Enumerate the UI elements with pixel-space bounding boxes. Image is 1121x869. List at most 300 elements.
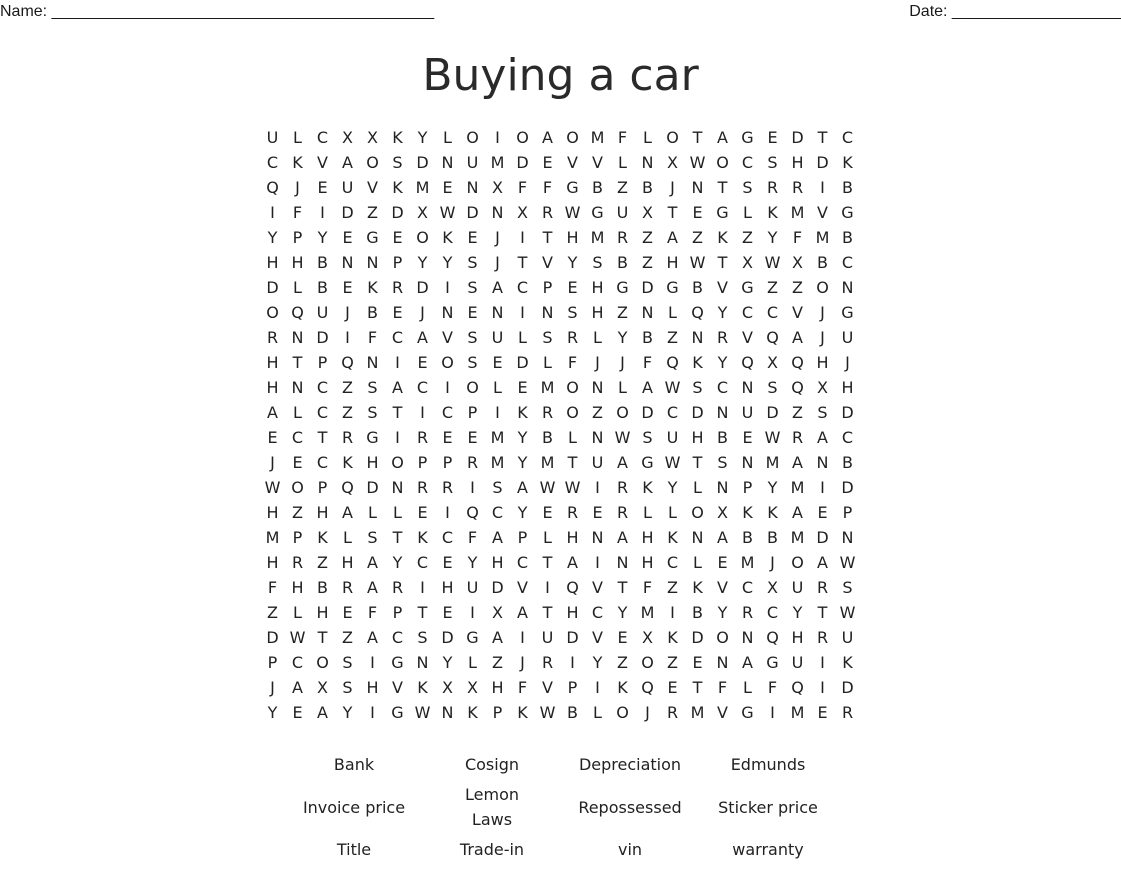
grid-letter: L [543, 353, 552, 372]
grid-letter: G [466, 628, 479, 647]
grid-letter: A [342, 153, 353, 172]
grid-letter: V [742, 328, 753, 347]
grid-letter: T [692, 128, 703, 147]
grid-letter: C [591, 603, 604, 622]
grid-letter: X [717, 503, 728, 522]
grid-letter: L [443, 128, 452, 147]
grid-letter: H [341, 553, 354, 572]
grid-letter: H [366, 678, 379, 697]
grid-letter: L [543, 528, 552, 547]
grid-letter: D [566, 628, 579, 647]
grid-letter: P [467, 403, 478, 422]
grid-letter: R [816, 628, 829, 647]
grid-letter: G [566, 178, 579, 197]
grid-letter: Y [667, 478, 678, 497]
grid-letter: L [593, 328, 602, 347]
grid-letter: Z [617, 303, 628, 322]
grid-letter: N [691, 328, 704, 347]
grid-letter: C [316, 453, 329, 472]
grid-letter: S [467, 278, 478, 297]
grid-letter: E [817, 503, 828, 522]
word-bank-item: warranty [732, 839, 804, 859]
grid-letter: A [517, 478, 528, 497]
grid-letter: B [742, 528, 753, 547]
grid-letter: O [391, 453, 404, 472]
grid-letter: Q [766, 328, 779, 347]
grid-letter: W [764, 428, 781, 447]
grid-letter: C [316, 378, 329, 397]
grid-letter: E [417, 353, 428, 372]
grid-letter: F [517, 678, 528, 697]
grid-letter: M [790, 478, 805, 497]
grid-letter: A [817, 553, 828, 572]
grid-letter: R [716, 328, 729, 347]
grid-letter: O [566, 403, 579, 422]
grid-letter: I [345, 328, 350, 347]
grid-letter: Y [717, 303, 728, 322]
grid-letter: Y [717, 603, 728, 622]
grid-letter: Z [267, 603, 278, 622]
grid-letter: B [567, 703, 578, 722]
grid-letter: T [567, 453, 578, 472]
grid-letter: R [466, 453, 479, 472]
grid-letter: X [417, 203, 428, 222]
grid-letter: N [491, 303, 504, 322]
puzzle-title: Buying a car [422, 50, 699, 101]
grid-letter: M [590, 228, 605, 247]
grid-letter: T [817, 603, 828, 622]
grid-letter: H [566, 528, 579, 547]
grid-letter: L [693, 553, 702, 572]
grid-letter: X [792, 253, 803, 272]
grid-letter: Q [691, 303, 704, 322]
grid-letter: U [616, 203, 629, 222]
grid-letter: E [592, 503, 603, 522]
grid-letter: M [265, 528, 280, 547]
grid-letter: Z [667, 578, 678, 597]
grid-letter: I [595, 553, 600, 572]
grid-letter: D [316, 328, 329, 347]
grid-letter: R [541, 203, 554, 222]
grid-letter: U [466, 153, 479, 172]
grid-letter: E [392, 228, 403, 247]
grid-letter: H [691, 428, 704, 447]
grid-letter: Y [592, 653, 603, 672]
grid-letter: O [566, 128, 579, 147]
grid-letter: H [566, 603, 579, 622]
grid-letter: H [441, 578, 454, 597]
grid-letter: X [817, 378, 828, 397]
grid-letter: I [820, 653, 825, 672]
grid-letter: K [767, 503, 778, 522]
grid-letter: F [542, 178, 553, 197]
grid-letter: D [416, 278, 429, 297]
grid-letter: N [291, 378, 304, 397]
grid-letter: Z [617, 178, 628, 197]
grid-letter: V [817, 203, 828, 222]
grid-letter: W [839, 603, 856, 622]
grid-letter: N [691, 528, 704, 547]
grid-letter: C [841, 253, 854, 272]
grid-letter: A [492, 278, 503, 297]
grid-letter: H [291, 253, 304, 272]
grid-letter: A [567, 553, 578, 572]
grid-letter: R [791, 178, 804, 197]
grid-letter: X [767, 578, 778, 597]
grid-letter: N [741, 453, 754, 472]
word-search-grid [260, 125, 860, 725]
grid-letter: A [517, 603, 528, 622]
grid-letter: W [664, 453, 681, 472]
grid-letter: E [467, 428, 478, 447]
grid-letter: K [367, 278, 378, 297]
grid-letter: E [342, 278, 353, 297]
grid-letter: R [541, 653, 554, 672]
grid-letter: G [591, 203, 604, 222]
grid-letter: U [666, 428, 679, 447]
grid-letter: U [266, 128, 279, 147]
grid-letter: A [367, 628, 378, 647]
grid-letter: Z [617, 653, 628, 672]
grid-letter: N [716, 653, 729, 672]
grid-letter: O [466, 128, 479, 147]
grid-letter: B [542, 428, 553, 447]
grid-letter: M [790, 203, 805, 222]
word-bank-item: vin [617, 839, 643, 859]
grid-letter: Q [791, 378, 804, 397]
grid-letter: S [817, 403, 828, 422]
grid-letter: A [542, 128, 553, 147]
grid-letter: C [666, 403, 679, 422]
grid-letter: Y [317, 228, 328, 247]
word-bank-item: Trade-in [459, 839, 525, 859]
grid-letter: I [595, 678, 600, 697]
grid-letter: E [442, 428, 453, 447]
grid-letter: D [691, 403, 704, 422]
grid-letter: I [595, 478, 600, 497]
grid-letter: C [666, 553, 679, 572]
grid-letter: X [492, 603, 503, 622]
grid-letter: J [820, 328, 825, 347]
grid-letter: U [316, 303, 329, 322]
grid-letter: B [692, 278, 703, 297]
grid-letter: P [742, 478, 753, 497]
date-field[interactable]: Date: ___________________ [909, 3, 1121, 20]
grid-letter: K [742, 503, 753, 522]
grid-letter: V [592, 628, 603, 647]
grid-letter: S [367, 403, 378, 422]
grid-letter: R [566, 503, 579, 522]
grid-letter: W [614, 428, 631, 447]
grid-letter: K [417, 528, 428, 547]
grid-letter: M [740, 553, 755, 572]
grid-letter: W [564, 203, 581, 222]
grid-letter: S [392, 153, 403, 172]
grid-letter: M [790, 528, 805, 547]
grid-letter: I [820, 678, 825, 697]
grid-letter: D [491, 578, 504, 597]
grid-letter: D [841, 403, 854, 422]
grid-letter: E [492, 353, 503, 372]
grid-letter: A [717, 528, 728, 547]
grid-letter: C [391, 328, 404, 347]
grid-letter: O [366, 153, 379, 172]
grid-letter: D [641, 278, 654, 297]
grid-letter: G [666, 278, 679, 297]
grid-letter: I [445, 378, 450, 397]
grid-letter: Q [791, 678, 804, 697]
grid-letter: O [266, 303, 279, 322]
grid-letter: U [466, 578, 479, 597]
grid-letter: L [643, 128, 652, 147]
grid-letter: A [742, 653, 753, 672]
grid-letter: Q [791, 353, 804, 372]
grid-letter: E [542, 503, 553, 522]
grid-letter: L [568, 428, 577, 447]
grid-letter: A [267, 403, 278, 422]
grid-letter: E [767, 128, 778, 147]
grid-letter: K [692, 353, 703, 372]
grid-letter: A [617, 453, 628, 472]
word-bank-item: Bank [333, 754, 375, 774]
grid-letter: O [441, 353, 454, 372]
grid-letter: P [392, 253, 403, 272]
grid-letter: F [642, 353, 653, 372]
grid-letter: Z [342, 378, 353, 397]
grid-letter: H [266, 553, 279, 572]
grid-letter: K [392, 178, 403, 197]
grid-letter: Z [342, 403, 353, 422]
grid-letter: I [470, 478, 475, 497]
grid-letter: V [717, 278, 728, 297]
grid-letter: K [642, 478, 653, 497]
grid-letter: T [317, 628, 328, 647]
grid-letter: G [641, 453, 654, 472]
grid-letter: Y [517, 503, 528, 522]
grid-letter: C [316, 128, 329, 147]
grid-letter: O [716, 153, 729, 172]
grid-letter: E [567, 278, 578, 297]
grid-letter: E [392, 303, 403, 322]
word-bank-item: Depreciation [578, 754, 682, 774]
grid-letter: H [641, 553, 654, 572]
grid-letter: V [517, 578, 528, 597]
grid-letter: A [792, 503, 803, 522]
grid-letter: L [493, 378, 502, 397]
grid-letter: N [441, 703, 454, 722]
grid-letter: B [842, 228, 853, 247]
grid-letter: W [289, 628, 306, 647]
grid-letter: R [616, 503, 629, 522]
grid-letter: Y [342, 703, 353, 722]
grid-letter: H [266, 378, 279, 397]
grid-letter: B [692, 603, 703, 622]
grid-letter: J [845, 353, 850, 372]
grid-letter: S [492, 478, 503, 497]
grid-letter: T [717, 253, 728, 272]
grid-letter: O [291, 478, 304, 497]
grid-letter: E [467, 303, 478, 322]
grid-letter: E [667, 678, 678, 697]
grid-letter: U [491, 328, 504, 347]
grid-letter: L [343, 528, 352, 547]
grid-letter: I [470, 603, 475, 622]
grid-letter: V [792, 303, 803, 322]
grid-letter: D [841, 678, 854, 697]
grid-letter: A [392, 378, 403, 397]
grid-letter: J [770, 553, 775, 572]
grid-letter: R [816, 578, 829, 597]
grid-letter: D [391, 203, 404, 222]
word-bank-item: Title [336, 839, 372, 859]
grid-letter: G [366, 228, 379, 247]
grid-letter: V [592, 578, 603, 597]
grid-letter: L [368, 503, 377, 522]
grid-letter: S [767, 153, 778, 172]
grid-letter: O [616, 703, 629, 722]
grid-letter: N [591, 428, 604, 447]
word-bank-item: Sticker price [718, 797, 818, 817]
grid-letter: O [416, 228, 429, 247]
grid-letter: O [791, 553, 804, 572]
grid-letter: B [317, 578, 328, 597]
grid-letter: C [291, 428, 304, 447]
grid-letter: L [468, 653, 477, 672]
grid-letter: M [690, 703, 705, 722]
grid-letter: R [766, 178, 779, 197]
grid-letter: F [367, 328, 378, 347]
word-bank-item: Edmunds [730, 754, 806, 774]
grid-letter: Z [792, 278, 803, 297]
grid-letter: V [567, 153, 578, 172]
grid-letter: U [841, 628, 854, 647]
grid-letter: E [542, 153, 553, 172]
grid-letter: D [466, 203, 479, 222]
grid-letter: I [820, 178, 825, 197]
grid-letter: W [839, 553, 856, 572]
grid-letter: M [415, 178, 430, 197]
name-field[interactable]: Name: ___________________________________________ [0, 3, 435, 20]
grid-letter: C [766, 603, 779, 622]
grid-letter: E [467, 228, 478, 247]
grid-letter: S [417, 628, 428, 647]
grid-letter: D [841, 478, 854, 497]
grid-letter: K [667, 528, 678, 547]
grid-letter: S [842, 578, 853, 597]
grid-letter: B [817, 253, 828, 272]
grid-letter: T [292, 353, 303, 372]
grid-letter: L [593, 703, 602, 722]
grid-letter: M [790, 703, 805, 722]
grid-letter: C [516, 553, 529, 572]
grid-letter: V [317, 153, 328, 172]
grid-letter: X [742, 253, 753, 272]
grid-letter: A [617, 528, 628, 547]
grid-letter: E [417, 503, 428, 522]
grid-letter: T [392, 528, 403, 547]
grid-letter: R [841, 703, 854, 722]
grid-letter: D [341, 203, 354, 222]
grid-letter: S [592, 253, 603, 272]
grid-letter: S [567, 303, 578, 322]
grid-letter: Y [717, 353, 728, 372]
grid-letter: K [517, 703, 528, 722]
grid-letter: S [367, 378, 378, 397]
grid-letter: V [717, 578, 728, 597]
grid-letter: C [441, 403, 454, 422]
grid-letter: C [716, 378, 729, 397]
grid-letter: P [567, 678, 578, 697]
grid-letter: U [841, 328, 854, 347]
grid-letter: F [642, 578, 653, 597]
grid-letter: I [495, 128, 500, 147]
grid-letter: D [816, 528, 829, 547]
grid-letter: W [689, 253, 706, 272]
grid-letter: L [743, 203, 752, 222]
grid-letter: L [393, 503, 402, 522]
grid-letter: O [316, 653, 329, 672]
grid-letter: N [491, 203, 504, 222]
grid-letter: S [467, 353, 478, 372]
grid-letter: I [370, 703, 375, 722]
grid-letter: H [291, 578, 304, 597]
grid-letter: E [292, 453, 303, 472]
grid-letter: Z [317, 553, 328, 572]
grid-letter: R [666, 703, 679, 722]
grid-letter: R [441, 478, 454, 497]
grid-letter: I [445, 503, 450, 522]
grid-letter: X [467, 678, 478, 697]
grid-letter: H [666, 253, 679, 272]
grid-letter: W [564, 478, 581, 497]
grid-letter: Q [291, 303, 304, 322]
grid-letter: R [391, 578, 404, 597]
grid-letter: V [717, 703, 728, 722]
grid-letter: E [442, 603, 453, 622]
grid-letter: S [342, 653, 353, 672]
grid-letter: L [643, 503, 652, 522]
grid-letter: N [366, 253, 379, 272]
grid-letter: D [766, 403, 779, 422]
grid-letter: G [741, 278, 754, 297]
grid-letter: J [495, 253, 500, 272]
grid-letter: J [670, 178, 675, 197]
grid-letter: K [842, 653, 853, 672]
grid-letter: H [566, 228, 579, 247]
grid-letter: O [566, 378, 579, 397]
grid-letter: A [717, 128, 728, 147]
grid-letter: T [517, 253, 528, 272]
grid-letter: R [416, 428, 429, 447]
grid-letter: L [293, 278, 302, 297]
grid-letter: Z [592, 403, 603, 422]
grid-letter: T [542, 603, 553, 622]
grid-letter: M [490, 453, 505, 472]
grid-letter: N [716, 403, 729, 422]
grid-letter: P [317, 478, 328, 497]
grid-letter: B [842, 178, 853, 197]
grid-letter: R [541, 403, 554, 422]
grid-letter: K [667, 628, 678, 647]
grid-letter: F [617, 128, 628, 147]
grid-letter: D [816, 153, 829, 172]
grid-letter: L [293, 403, 302, 422]
grid-letter: U [541, 628, 554, 647]
grid-letter: P [542, 278, 553, 297]
grid-letter: K [417, 678, 428, 697]
grid-letter: H [266, 353, 279, 372]
grid-letter: A [417, 328, 428, 347]
